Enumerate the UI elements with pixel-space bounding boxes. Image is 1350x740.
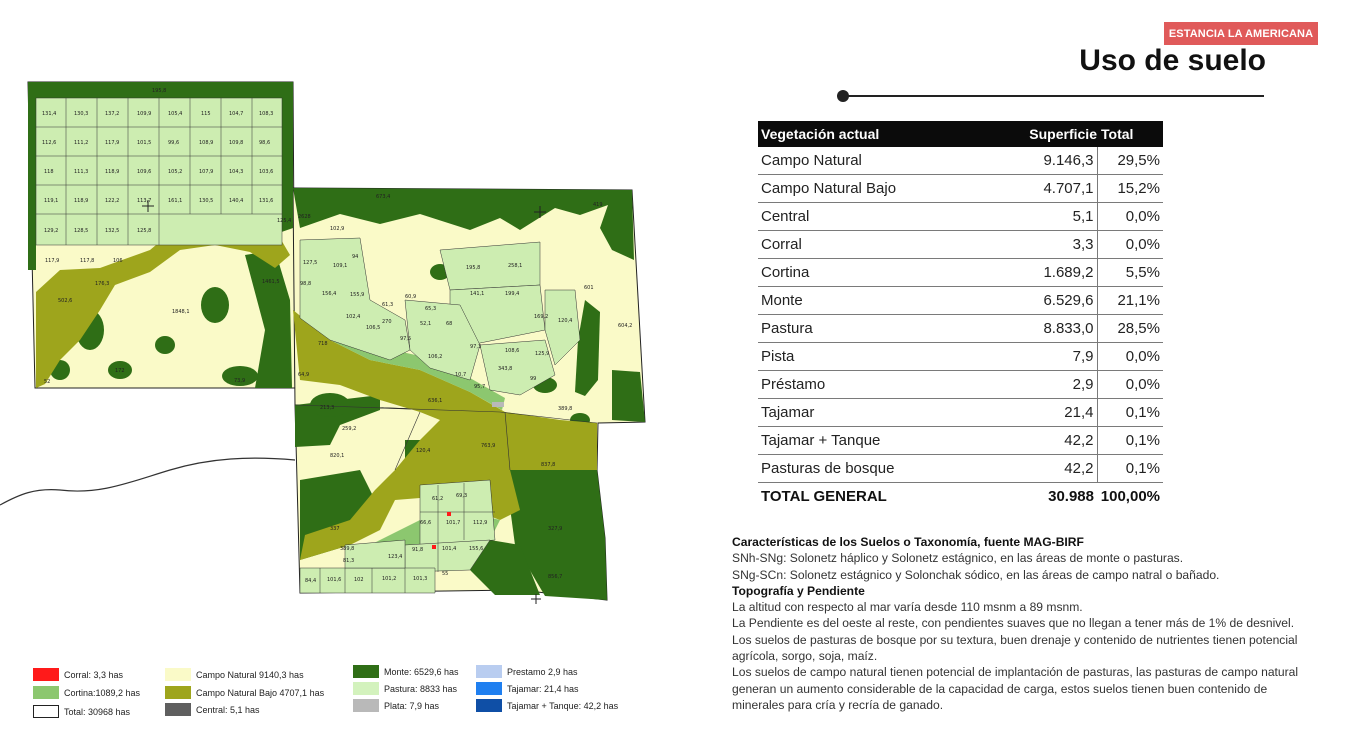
row-sup: 5,1 <box>1014 203 1097 231</box>
map-label: 137,2 <box>105 111 120 117</box>
map-label: 111,3 <box>74 169 89 175</box>
total-pct: 100,00% <box>1100 488 1160 505</box>
map-label: 115 <box>201 111 211 117</box>
row-pct: 0,0% <box>1097 231 1163 259</box>
map-label: 108,3 <box>259 111 274 117</box>
row-sup: 9.146,3 <box>1014 147 1097 175</box>
map-label: 502,6 <box>58 298 73 304</box>
map-label: 101,3 <box>413 576 428 582</box>
map-label: 130,5 <box>199 198 214 204</box>
map-label: 52 <box>44 379 51 385</box>
estancia-badge: ESTANCIA LA AMERICANA <box>1164 22 1318 45</box>
map-label: 169,2 <box>534 314 549 320</box>
map-label: 101,5 <box>137 140 152 146</box>
legend-item-cortina <box>33 686 140 699</box>
legend-label: Tajamar + Tanque: 42,2 has <box>507 700 619 711</box>
table-row <box>758 203 1163 231</box>
map-label: 117,9 <box>105 140 120 146</box>
map-label: 195,8 <box>152 88 167 94</box>
map-label: 109,8 <box>229 140 244 146</box>
table-row <box>758 371 1163 399</box>
map-label: 98,8 <box>300 281 312 287</box>
legend-label: Campo Natural 9140,3 has <box>196 669 304 680</box>
map-label: 112,9 <box>473 520 488 526</box>
map-label: 73,9 <box>234 378 246 384</box>
map-label: 636,1 <box>428 398 443 404</box>
map-label: 109,1 <box>333 263 348 269</box>
legend-swatch <box>476 665 502 678</box>
corral-marker <box>432 545 436 549</box>
row-sup: 4.707,1 <box>1014 175 1097 203</box>
map-label: 103,6 <box>259 169 274 175</box>
map-label: 132,5 <box>105 228 120 234</box>
map-label: 130,3 <box>74 111 89 117</box>
map-label: 122,2 <box>105 198 120 204</box>
map-label: 155,6 <box>469 546 484 552</box>
legend-item-campo-natural <box>165 668 304 681</box>
access-road <box>0 458 295 505</box>
map-label: 98,6 <box>259 140 271 146</box>
map-label: 601 <box>584 285 594 291</box>
map-label: 106 <box>113 258 123 264</box>
map-label: 106,2 <box>428 354 443 360</box>
legend-item-plata <box>353 699 439 712</box>
page-title: Uso de suelo <box>1079 44 1266 77</box>
row-pct: 0,0% <box>1097 343 1163 371</box>
legend-swatch <box>33 686 59 699</box>
pasture-ne-a <box>440 242 540 290</box>
row-pct: 0,0% <box>1097 371 1163 399</box>
legend-item-tajamar-tanque <box>476 699 618 712</box>
table-row <box>758 399 1163 427</box>
map-label: 120,4 <box>558 318 573 324</box>
map-label: 141,1 <box>470 291 485 297</box>
map-label: 111,2 <box>74 140 89 146</box>
map-label: 127,5 <box>303 260 318 266</box>
map-label: 64,9 <box>298 372 310 378</box>
legend-label: Pastura: 8833 has <box>384 683 458 694</box>
title-rule <box>844 95 1264 97</box>
map-label: 97,3 <box>470 344 482 350</box>
legend-item-corral <box>33 668 123 681</box>
map-label: 101,7 <box>446 520 461 526</box>
map-label: 125,8 <box>137 228 152 234</box>
notes-paragraph: SNh-SNg: Solonetz háplico y Solonetz estágnico, en las áreas de monte o pasturas. <box>732 551 1184 566</box>
map-label: 112,6 <box>42 140 57 146</box>
map-label: 118,9 <box>105 169 120 175</box>
total-sup: 30.988 <box>1048 488 1094 505</box>
row-pct: 21,1% <box>1097 287 1163 315</box>
map-label: 259,2 <box>342 426 357 432</box>
map-label: 66,6 <box>420 520 432 526</box>
monte-east-corner <box>612 370 645 422</box>
row-name: Pista <box>758 343 1014 371</box>
map-label: 104,7 <box>229 111 244 117</box>
row-sup: 7,9 <box>1014 343 1097 371</box>
legend-item-prestamo <box>476 665 578 678</box>
row-pct: 0,1% <box>1097 455 1163 483</box>
legend-swatch <box>33 668 59 681</box>
row-pct: 0,1% <box>1097 399 1163 427</box>
legend-swatch <box>476 682 502 695</box>
map-label: 104,3 <box>229 169 244 175</box>
legend-label: Prestamo 2,9 has <box>507 666 578 677</box>
map-label: 258,1 <box>508 263 523 269</box>
map-label: 105,2 <box>168 169 183 175</box>
table-row <box>758 427 1163 455</box>
map-label: 856,7 <box>548 574 563 580</box>
row-name: Cortina <box>758 259 1014 287</box>
tajamar-marker <box>492 402 504 407</box>
row-sup: 2,9 <box>1014 371 1097 399</box>
map-label: 99,6 <box>168 140 180 146</box>
row-name: Tajamar + Tanque <box>758 427 1014 455</box>
map-label: 118,9 <box>74 198 89 204</box>
legend-swatch <box>353 699 379 712</box>
col-vegetacion: Vegetación actual <box>758 121 1014 147</box>
map-label: 94 <box>352 254 359 260</box>
map-label: 161,1 <box>168 198 183 204</box>
row-pct: 29,5% <box>1097 147 1163 175</box>
legend-swatch <box>165 668 191 681</box>
map-label: 117,9 <box>45 258 60 264</box>
map-label: 176,3 <box>95 281 110 287</box>
map-label: 61,3 <box>382 302 394 308</box>
map-label: 604,2 <box>618 323 633 329</box>
map-label: 118 <box>44 169 54 175</box>
legend-label: Tajamar: 21,4 has <box>507 683 579 694</box>
map-label: 69,3 <box>456 493 468 499</box>
table-row <box>758 147 1163 175</box>
land-use-table <box>758 121 1163 510</box>
map-label: 156,4 <box>322 291 337 297</box>
notes-heading-soils: Características de los Suelos o Taxonomía, fuente MAG-BIRF <box>732 535 1084 549</box>
row-pct: 5,5% <box>1097 259 1163 287</box>
map-label: 117,8 <box>80 258 95 264</box>
map-label: 101,4 <box>442 546 457 552</box>
soil-notes <box>732 534 1307 713</box>
map-label: 84,4 <box>305 578 317 584</box>
map-label: 837,8 <box>541 462 556 468</box>
notes-paragraph: SNg-SCn: Solonetz estágnico y Solonchak sódico, en las áreas de campo natral o bañado. <box>732 567 1220 582</box>
map-label: 195,8 <box>466 265 481 271</box>
row-pct: 0,0% <box>1097 203 1163 231</box>
map-label: 140,4 <box>229 198 244 204</box>
row-sup: 3,3 <box>1014 231 1097 259</box>
notes-paragraph: Los suelos de campo natural tienen potencial de implantación de pasturas, las pasturas de campo natural generan un aumento considerable de la capacidad de carga, estos suelos tienen buen contenido de minerales para cría y recría de ganado. <box>732 665 1299 712</box>
map-label: 108,6 <box>505 348 520 354</box>
map-label: 123,4 <box>388 554 403 560</box>
map-label: 131,4 <box>42 111 57 117</box>
legend-item-campo-bajo <box>165 686 324 699</box>
map-label: 101,2 <box>382 576 397 582</box>
row-name: Préstamo <box>758 371 1014 399</box>
map-label: 65,3 <box>425 306 437 312</box>
row-name: Tajamar <box>758 399 1014 427</box>
map-label: 107,9 <box>199 169 214 175</box>
legend-item-tajamar <box>476 682 579 695</box>
map-label: 55 <box>442 571 449 577</box>
col-total: Total <box>1097 121 1163 147</box>
map-label: 763,9 <box>481 443 496 449</box>
map-label: 101,6 <box>327 577 342 583</box>
map-label: 419 <box>593 202 603 208</box>
row-sup: 42,2 <box>1014 427 1097 455</box>
map-label: 10,7 <box>455 372 467 378</box>
map-label: 108,9 <box>199 140 214 146</box>
map-label: 155,9 <box>350 292 365 298</box>
map-label: 673,4 <box>376 194 391 200</box>
table-row <box>758 455 1163 483</box>
table-row <box>758 287 1163 315</box>
row-name: Campo Natural Bajo <box>758 175 1014 203</box>
map-label: 2628 <box>298 214 311 220</box>
row-pct: 28,5% <box>1097 315 1163 343</box>
map-label: 389,8 <box>340 546 355 552</box>
legend-swatch <box>33 705 59 718</box>
table-header-row <box>758 121 1163 147</box>
table-row <box>758 175 1163 203</box>
map-label: 109,6 <box>137 169 152 175</box>
row-name: Campo Natural <box>758 147 1014 175</box>
map-label: 820,1 <box>330 453 345 459</box>
map-label: 389,8 <box>558 406 573 412</box>
legend-label: Total: 30968 has <box>64 706 131 717</box>
map-label: 125,9 <box>535 351 550 357</box>
map-label: 125,4 <box>277 218 292 224</box>
table-row <box>758 343 1163 371</box>
map-label: 61,2 <box>432 496 444 502</box>
map-label: 128,5 <box>74 228 89 234</box>
legend-label: Plata: 7,9 has <box>384 700 440 711</box>
map-label: 102,9 <box>330 226 345 232</box>
legend-item-central <box>165 703 260 716</box>
map-label: 131,6 <box>259 198 274 204</box>
map-label: 129,2 <box>44 228 59 234</box>
map-label: 327,9 <box>548 526 563 532</box>
row-pct: 15,2% <box>1097 175 1163 203</box>
map-label: 120,4 <box>416 448 431 454</box>
row-name: Monte <box>758 287 1014 315</box>
map-label: 102,4 <box>346 314 361 320</box>
legend-label: Campo Natural Bajo 4707,1 has <box>196 687 325 698</box>
notes-paragraph: La altitud con respecto al mar varía desde 110 msnm a 89 msnm. <box>732 600 1083 615</box>
legend-swatch <box>353 682 379 695</box>
map-label: 270 <box>382 319 392 325</box>
map-label: 119,1 <box>44 198 59 204</box>
legend-item-pastura <box>353 682 457 695</box>
monte-patch <box>155 336 175 354</box>
map-label: 105,4 <box>168 111 183 117</box>
legend-item-total <box>33 705 130 718</box>
map-label: 52,1 <box>420 321 432 327</box>
legend-label: Central: 5,1 has <box>196 704 260 715</box>
map-label: 343,8 <box>498 366 513 372</box>
land-use-map[interactable] <box>0 0 700 650</box>
row-name: Pastura <box>758 315 1014 343</box>
table-row <box>758 259 1163 287</box>
legend-label: Corral: 3,3 has <box>64 669 124 680</box>
legend-item-monte <box>353 665 459 678</box>
legend-label: Monte: 6529,6 has <box>384 666 459 677</box>
map-label: 109,9 <box>137 111 152 117</box>
legend-swatch <box>476 699 502 712</box>
map-label: 97,5 <box>400 336 412 342</box>
map-label: 91,8 <box>412 547 424 553</box>
pasture-grid-northwest <box>36 98 282 245</box>
map-label: 172 <box>115 368 125 374</box>
map-label: 102 <box>354 577 364 583</box>
row-sup: 8.833,0 <box>1014 315 1097 343</box>
legend-swatch <box>353 665 379 678</box>
row-sup: 21,4 <box>1014 399 1097 427</box>
map-label: 106,5 <box>366 325 381 331</box>
row-name: Central <box>758 203 1014 231</box>
map-label: 199,4 <box>505 291 520 297</box>
map-label: 1461,5 <box>262 279 280 285</box>
map-label: 1848,1 <box>172 309 190 315</box>
legend-swatch <box>165 703 191 716</box>
map-label: 60,9 <box>405 294 417 300</box>
legend-swatch <box>165 686 191 699</box>
notes-heading-topography: Topografía y Pendiente <box>732 583 865 598</box>
row-name: Corral <box>758 231 1014 259</box>
table-total-row <box>758 483 1163 511</box>
col-superficie: Superficie <box>1014 121 1097 147</box>
map-label: 68 <box>446 321 453 327</box>
map-label: 99 <box>530 376 537 382</box>
table-row <box>758 315 1163 343</box>
notes-paragraph: La Pendiente es del oeste al reste, con pendientes suaves que no llegan a tener más de 1% de desnivel. Los suelos de pasturas de bosque por su textura, buen drenaje y contenido de nutrientes tienen potencial agrícola, sorgo, soja, maíz. <box>732 616 1298 664</box>
monte-patch <box>201 287 229 323</box>
total-name: TOTAL GENERAL <box>761 488 887 505</box>
map-label: 213,3 <box>320 405 335 411</box>
row-sup: 6.529,6 <box>1014 287 1097 315</box>
row-name: Pasturas de bosque <box>758 455 1014 483</box>
map-label: 337 <box>330 526 340 532</box>
map-label: 81,3 <box>343 558 355 564</box>
map-label: 718 <box>318 341 328 347</box>
table-row <box>758 231 1163 259</box>
map-label: 95,7 <box>474 384 486 390</box>
map-label: 113,7 <box>137 198 152 204</box>
row-sup: 1.689,2 <box>1014 259 1097 287</box>
corral-marker <box>447 512 451 516</box>
row-sup: 42,2 <box>1014 455 1097 483</box>
row-pct: 0,1% <box>1097 427 1163 455</box>
legend-label: Cortina:1089,2 has <box>64 687 141 698</box>
